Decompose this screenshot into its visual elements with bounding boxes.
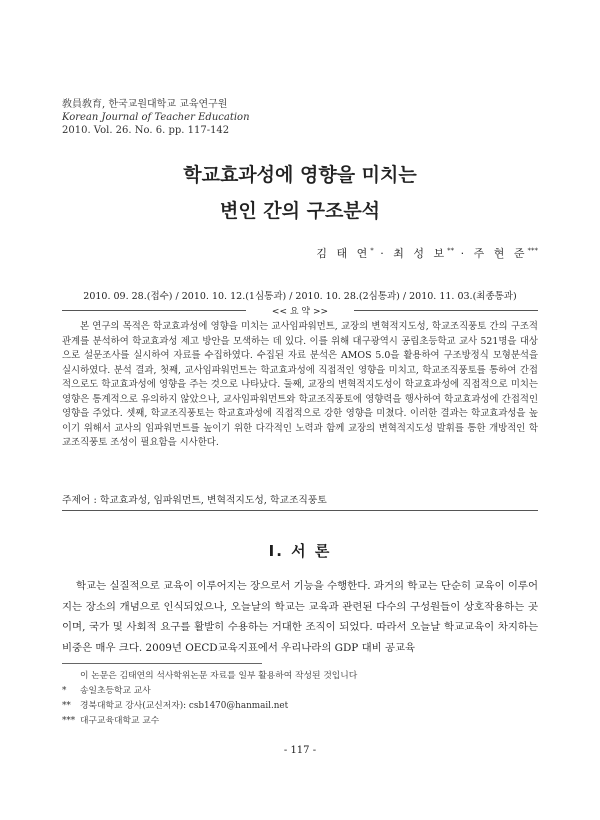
author-name: 김 태 연 (316, 247, 371, 260)
author-separator: · (380, 247, 387, 260)
author-mark: *** (527, 246, 538, 255)
journal-name-korean: 敎員敎育, 한국교원대학교 교육연구원 (62, 99, 228, 110)
footnote-text: 이 논문은 김태연의 석사학위논문 자료를 일부 활용하여 작성된 것입니다 (80, 671, 358, 681)
paper-title-line-1: 학교효과성에 영향을 미치는 (183, 164, 417, 186)
footnote-mark: *** (62, 716, 76, 726)
abstract-rule-left (62, 310, 246, 311)
journal-name-english: Korean Journal of Teacher Education (62, 112, 250, 123)
author-mark: * (370, 246, 374, 255)
keywords: 주제어 : 학교효과성, 임파워먼트, 변혁적지도성, 학교조직풍토 (62, 495, 327, 506)
footnote (62, 699, 357, 714)
author-name: 최 성 보 (393, 247, 448, 260)
footnote-text: 대구교육대학교 교수 (80, 716, 160, 726)
footnote (62, 669, 357, 684)
journal-volume: 2010. Vol. 26. No. 6. pp. 117-142 (62, 125, 230, 136)
author-name: 주 현 준 (473, 247, 528, 260)
author-list (316, 245, 538, 261)
footnotes (62, 669, 357, 729)
keywords-rule (62, 510, 538, 511)
footnote-text: 경북대학교 강사(교신저자): csb1470@hanmail.net (80, 701, 289, 711)
footnote-mark: ** (62, 701, 71, 711)
footnote (62, 714, 357, 729)
footnote (62, 684, 357, 699)
footnote-text: 송일초등학교 교사 (80, 686, 151, 696)
page-number: - 117 - (283, 745, 317, 756)
abstract-text: 본 연구의 목적은 학교효과성에 영향을 미치는 교사임파워먼트, 교장의 변혁적지도성, 학교조직풍토 간의 구조적 관계를 분석하여 학교효과성 제고 방안을 모색하는 데 있다. 이를 위해 대구광역시 공립초등학교 교사 521명을 대상으로 설문조사를 실시하여 자료를 수집하였다. 수집된 자료 분석은 AMOS 5.0을 활용하여 구조방정식 모형분석을 실시하였다. 분석 결과, 첫째, 교사임파워먼트는 학교효과성에 직접적인 영향을 미치고, 학교조직풍토를 통하여 간접적으로도 학교효과성에 영향을 주는 것으로 나타났다. 둘째, 교장의 변혁적지도성이 학교효과성에 직접적으로 미치는 영향은 통계적으로 유의하지 않았으나, 교사임파워먼트와 학교조직풍토에 영향력을 행사하여 학교효과성에 간접적인 영향을 주었다. 셋째, 학교조직풍토는 학교효과성에 직접적으로 강한 영향을 미쳤다. 이러한 결과는 학교효과성을 높이기 위해서 교사의 임파워먼트를 높이기 위한 다각적인 노력과 함께 교장의 변혁적지도성 발휘를 통한 개방적인 학교조직풍토 조성이 필요함을 시사한다. (62, 321, 538, 448)
paper-title-line-2: 변인 간의 구조분석 (219, 200, 381, 222)
section-heading: Ⅰ. 서 론 (268, 542, 332, 560)
footnote-rule (62, 663, 262, 664)
review-dates: 2010. 09. 28.(접수) / 2010. 10. 12.(1심통과) / 2010. 10. 28.(2심통과) / 2010. 11. 03.(최종통과) (83, 291, 517, 302)
abstract-rule-right (354, 310, 538, 311)
footnote-mark: * (62, 686, 67, 696)
journal-header (62, 98, 250, 137)
abstract-heading (62, 304, 538, 316)
author-separator: · (460, 247, 468, 260)
abstract-label: << 요 약 >> (271, 307, 329, 317)
body-paragraph: 학교는 실질적으로 교육이 이루어지는 장으로서 기능을 수행한다. 과거의 학교는 단순히 교육이 이루어지는 장소의 개념으로 인식되었으나, 오늘날의 학교는 교육과 관련된 다수의 구성원들이 상호작용하는 곳이며, 국가 및 사회적 요구를 활발히 수용하는 거대한 조직이 되었다. 따라서 오늘날 학교교육이 차지하는 비중은 매우 크다. 2009년 OECD교육지표에서 우리나라의 GDP 대비 공교육 (62, 580, 538, 654)
author-mark: ** (447, 246, 455, 255)
